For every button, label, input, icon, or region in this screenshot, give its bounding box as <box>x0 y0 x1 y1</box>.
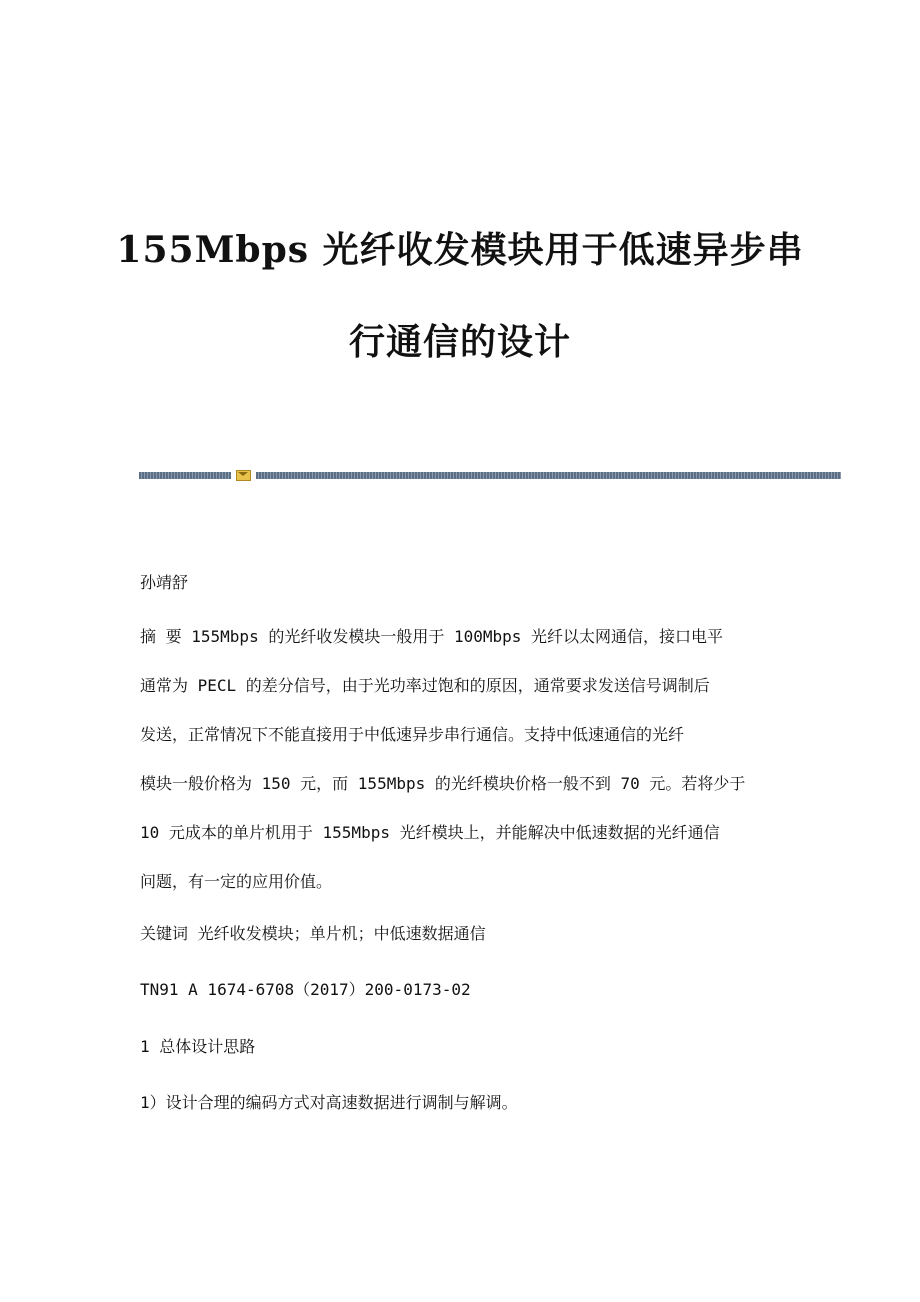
abstract-line: 摘 要 155Mbps 的光纤收发模块一般用于 100Mbps 光纤以太网通信，接口电平 <box>140 627 724 646</box>
paper-title-line-2: 行通信的设计 <box>348 321 571 363</box>
section-heading: 1 总体设计思路 <box>140 1037 256 1056</box>
abstract-line: 问题，有一定的应用价值。 <box>140 872 333 891</box>
section-point: 1）设计合理的编码方式对高速数据进行调制与解调。 <box>140 1093 518 1112</box>
abstract-line: 模块一般价格为 150 元，而 155Mbps 的光纤模块价格一般不到 70 元。若将少于 <box>140 774 746 793</box>
keywords: 关键词 光纤收发模块；单片机；中低速数据通信 <box>140 924 486 943</box>
title-divider <box>139 470 841 479</box>
abstract-line: 发送，正常情况下不能直接用于中低速异步串行通信。支持中低速通信的光纤 <box>140 725 685 744</box>
author-name: 孙靖舒 <box>140 573 189 592</box>
paper-title-line-1: 155Mbps 光纤收发模块用于低速异步串 <box>116 229 804 271</box>
abstract <box>140 625 790 919</box>
abstract-line: 10 元成本的单片机用于 155Mbps 光纤模块上，并能解决中低速数据的光纤通信 <box>140 823 720 842</box>
mail-icon <box>236 470 251 481</box>
abstract-line: 通常为 PECL 的差分信号，由于光功率过饱和的原因，通常要求发送信号调制后 <box>140 676 710 695</box>
classification-info: TN91 A 1674-6708（2017）200-0173-02 <box>140 980 471 999</box>
divider-bar-left <box>139 472 231 479</box>
divider-bar-right <box>256 472 841 479</box>
